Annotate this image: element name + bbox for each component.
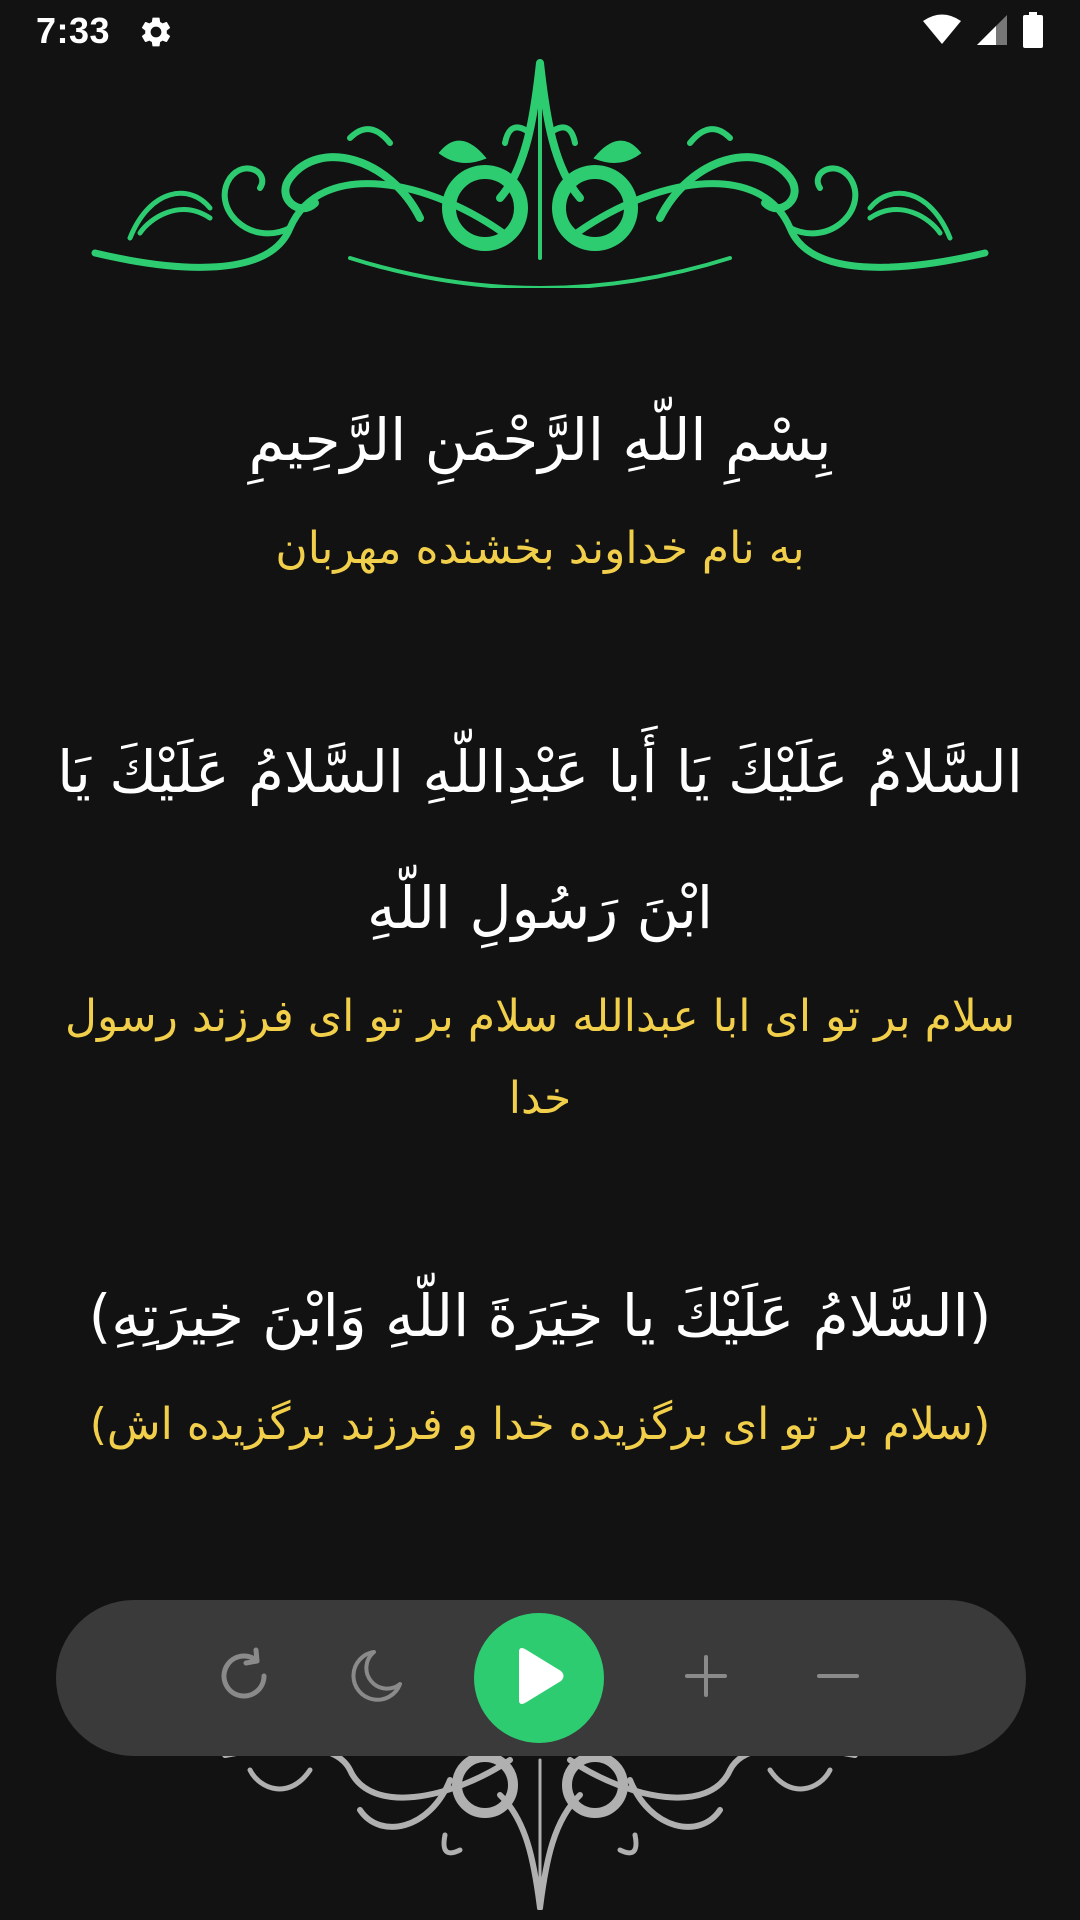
status-indicators — [922, 14, 1044, 50]
verse-arabic-text: بِسْمِ اللّهِ الرَّحْمَنِ الرَّحِيمِ — [248, 406, 832, 474]
gear-icon — [138, 14, 174, 50]
repeat-icon — [214, 1646, 274, 1710]
battery-icon — [1022, 12, 1044, 52]
verse-arabic-text: السَّلامُ عَلَيْكَ يَا أَبا عَبْدِاللّهِ السَّلامُ عَلَيْكَ يَا ابْنَ رَسُولِ اللّهِ — [57, 738, 1023, 942]
verse-block-3 — [40, 1248, 1040, 1466]
verse-translation-text: سلام بر تو ای ابا عبدالله سلام بر تو ای فرزند رسول خدا — [65, 991, 1015, 1124]
minus-icon — [813, 1651, 863, 1705]
increase-font-button[interactable] — [668, 1640, 744, 1716]
night-mode-icon — [346, 1646, 406, 1710]
verse-arabic-text: (السَّلامُ عَلَيْكَ يا خِيَرَةَ اللّهِ وَابْنَ خِيرَتِهِ) — [88, 1282, 992, 1350]
playback-control-bar — [56, 1600, 1026, 1756]
verse-block-2 — [40, 704, 1040, 1140]
verse-translation-text: (سلام بر تو ای برگزیده خدا و فرزند برگزیده اش) — [89, 1399, 991, 1450]
play-icon — [511, 1646, 567, 1710]
status-time: 7:33 — [36, 10, 111, 51]
repeat-button[interactable] — [206, 1640, 282, 1716]
ornament-bottom-image — [220, 1740, 860, 1910]
verse-block-1 — [40, 372, 1040, 590]
plus-icon — [681, 1651, 731, 1705]
wifi-icon — [922, 14, 962, 50]
verse-translation-text: به نام خداوند بخشنده مهربان — [275, 523, 805, 574]
status-bar — [0, 0, 1080, 64]
ornament-top-image — [90, 58, 990, 288]
night-mode-button[interactable] — [338, 1640, 414, 1716]
decrease-font-button[interactable] — [800, 1640, 876, 1716]
play-button[interactable] — [474, 1613, 604, 1743]
signal-icon — [976, 14, 1008, 50]
